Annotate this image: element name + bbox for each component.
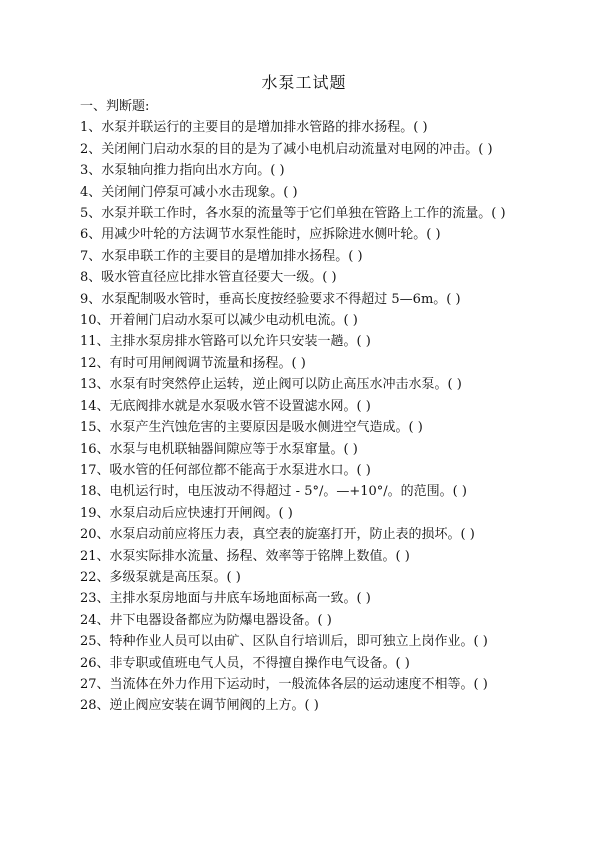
question-item: 13、水泵有时突然停止运转，逆止阀可以防止高压水冲击水泵。( ) [80, 377, 462, 393]
question-item: 28、逆止阀应安装在调节闸阀的上方。( ) [80, 698, 319, 714]
question-item: 9、水泵配制吸水管时，垂高长度按经验要求不得超过 5—6m。( ) [80, 291, 461, 307]
question-item: 27、当流体在外力作用下运动时，一般流体各层的运动速度不相等。( ) [80, 676, 488, 692]
question-item: 19、水泵启动后应快速打开闸阀。( ) [80, 505, 293, 521]
question-item: 24、井下电器设备都应为防爆电器设备。( ) [80, 612, 332, 628]
question-item: 3、水泵轴向推力指向出水方向。( ) [80, 163, 285, 179]
question-item: 25、特种作业人员可以由矿、区队自行培训后，即可独立上岗作业。( ) [80, 634, 488, 650]
question-item: 14、无底阀排水就是水泵吸水管不设置滤水网。( ) [80, 398, 371, 414]
question-item: 8、吸水管直径应比排水管直径要大一级。( ) [80, 270, 337, 286]
question-list [80, 117, 528, 716]
question-item: 11、主排水泵房排水管路可以允许只安装一趟。( ) [80, 334, 371, 350]
question-item: 6、用减少叶轮的方法调节水泵性能时，应拆除进水侧叶轮。( ) [80, 227, 441, 243]
question-item: 21、水泵实际排水流量、扬程、效率等于铭牌上数值。( ) [80, 548, 410, 564]
question-item: 18、电机运行时，电压波动不得超过 - 5°/。—+10°/。的范围。( ) [80, 484, 467, 500]
question-item: 16、水泵与电机联轴器间隙应等于水泵窜量。( ) [80, 441, 358, 457]
question-item: 15、水泵产生汽蚀危害的主要原因是吸水侧进空气造成。( ) [80, 420, 423, 436]
question-item: 26、非专职或值班电气人员，不得擅自操作电气设备。( ) [80, 655, 410, 671]
document-title: 水泵工试题 [261, 73, 347, 92]
section-heading: 一、判断题: [80, 99, 150, 114]
question-item: 4、关闭闸门停泵可减小水击现象。( ) [80, 184, 298, 200]
question-item: 2、关闭闸门启动水泵的目的是为了减小电机启动流量对电网的冲击。( ) [80, 141, 493, 157]
question-item: 5、水泵并联工作时，各水泵的流量等于它们单独在管路上工作的流量。( ) [80, 206, 506, 222]
question-item: 17、吸水管的任何部位都不能高于水泵进水口。( ) [80, 462, 371, 478]
question-item: 7、水泵串联工作的主要目的是增加排水扬程。( ) [80, 248, 363, 264]
question-item: 12、有时可用闸阀调节流量和扬程。( ) [80, 355, 306, 371]
question-item: 22、多级泵就是高压泵。( ) [80, 569, 241, 585]
question-item: 20、水泵启动前应将压力表，真空表的旋塞打开，防止表的损坏。( ) [80, 527, 475, 543]
question-item: 23、主排水泵房地面与井底车场地面标高一致。( ) [80, 591, 371, 607]
question-item: 10、开着闸门启动水泵可以减少电动机电流。( ) [80, 313, 358, 329]
question-item: 1、水泵并联运行的主要目的是增加排水管路的排水扬程。( ) [80, 120, 428, 136]
